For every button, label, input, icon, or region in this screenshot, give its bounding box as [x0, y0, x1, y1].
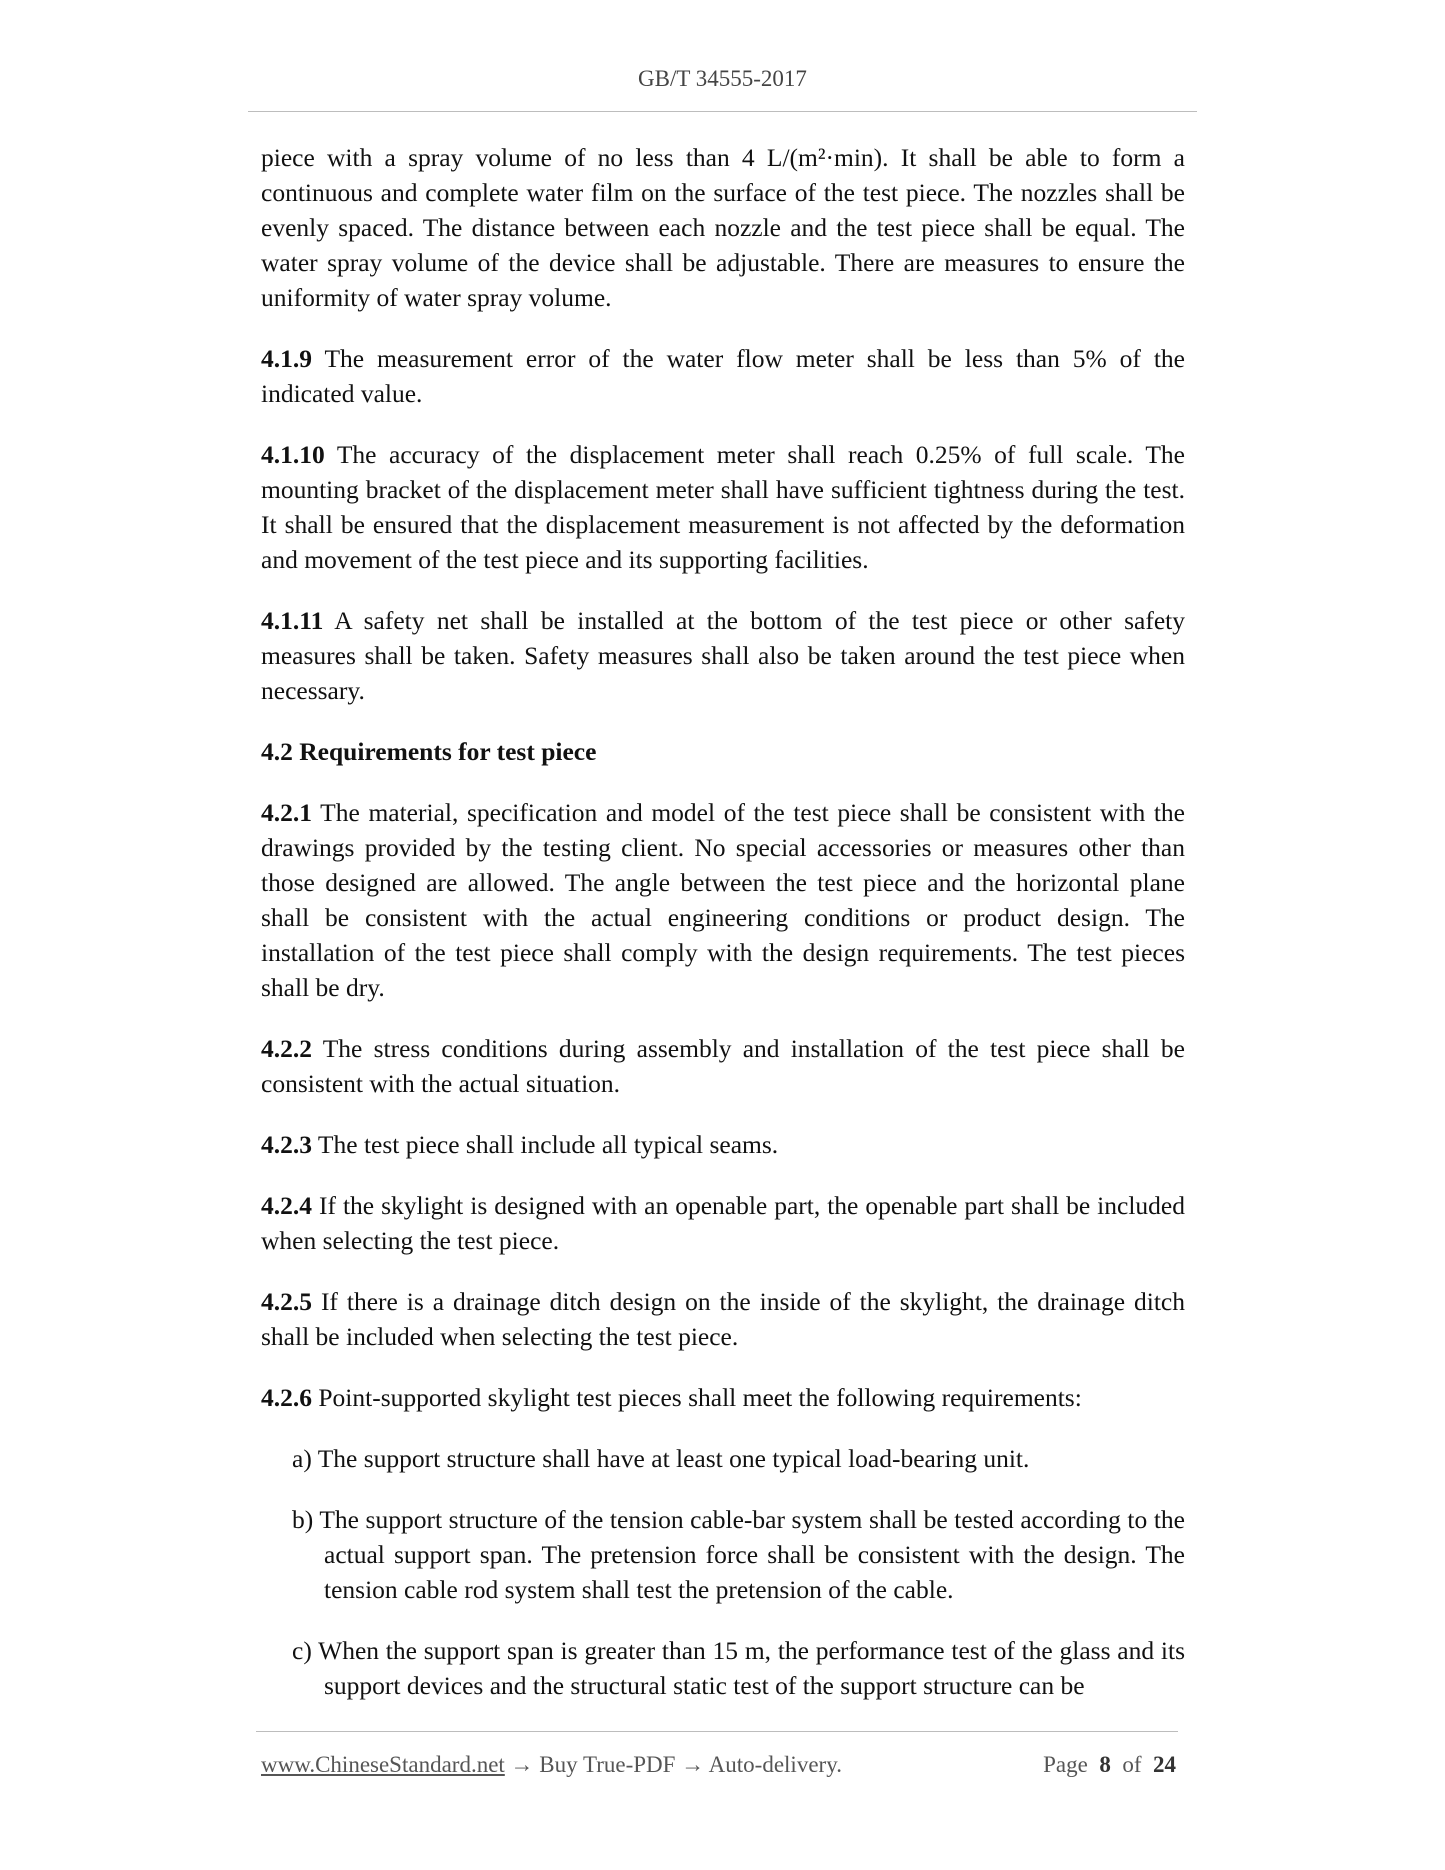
page-number: 8: [1099, 1752, 1111, 1777]
clause-number: 4.2.4: [261, 1191, 312, 1220]
clause-text: If the skylight is designed with an openable part, the openable part shall be included when selecting the test piece.: [261, 1191, 1185, 1255]
clause-number: 4.1.9: [261, 344, 312, 373]
clause-number: 4.2.1: [261, 798, 312, 827]
clause-4-1-11: [261, 603, 1185, 708]
clause-text: A safety net shall be installed at the bottom of the test piece or other safety measures shall be taken. Safety measures shall also be taken around the test piece when necessary.: [261, 606, 1185, 705]
clause-text: The stress conditions during assembly and installation of the test piece shall be consistent with the actual situation.: [261, 1034, 1185, 1098]
clause-number: 4.2.6: [261, 1383, 312, 1412]
page-counter: [1043, 1752, 1176, 1778]
clause-number: 4.2.3: [261, 1130, 312, 1159]
arrow-icon: →: [681, 1752, 705, 1777]
clause-number: 4.1.11: [261, 606, 324, 635]
page-total: 24: [1153, 1752, 1176, 1777]
list-item-a: a) The support structure shall have at least one typical load-bearing unit.: [292, 1444, 1030, 1473]
clause-text: The measurement error of the water flow meter shall be less than 5% of the indicated value.: [261, 344, 1185, 408]
clause-text: The test piece shall include all typical seams.: [317, 1130, 779, 1159]
clause-4-2-3: [261, 1127, 1185, 1162]
clause-number: 4.2.2: [261, 1034, 312, 1063]
list-item-b: b) The support structure of the tension cable-bar system shall be tested according to the actual support span. The pretension force shall be consistent with the design. The tension cable rod system shall test the pretension of the cable.: [292, 1505, 1185, 1604]
clause-number: 4.1.10: [261, 440, 325, 469]
website-link[interactable]: www.ChineseStandard.net: [261, 1752, 505, 1777]
auto-delivery-text: Auto-delivery.: [708, 1752, 842, 1777]
clause-4-2-2: [261, 1031, 1185, 1101]
page-label: Page: [1043, 1752, 1088, 1777]
clause-4-1-10: [261, 437, 1185, 577]
document-body: [261, 140, 1185, 1729]
list-item-c: c) When the support span is greater than 15 m, the performance test of the glass and its support devices and the structural static test of the support structure can be: [292, 1636, 1185, 1700]
page-header: [0, 66, 1445, 92]
document-code: GB/T 34555-2017: [638, 66, 807, 91]
clause-number: 4.2.5: [261, 1287, 312, 1316]
of-label: of: [1122, 1752, 1142, 1777]
header-divider: [248, 111, 1197, 112]
clause-4-2-5: [261, 1284, 1185, 1354]
clause-text: The material, specification and model of the test piece shall be consistent with the drawings provided by the testing client. No special accessories or measures other than those designed are allowed. The angle between the test piece and the horizontal plane shall be consistent with the actual engineering conditions or product design. The installation of the test piece shall comply with the design requirements. The test pieces shall be dry.: [261, 798, 1185, 1002]
clause-4-2-4: [261, 1188, 1185, 1258]
clause-text: Point-supported skylight test pieces shall meet the following requirements:: [318, 1383, 1082, 1412]
clause-text: If there is a drainage ditch design on the inside of the skylight, the drainage ditch shall be included when selecting the test piece.: [261, 1287, 1185, 1351]
buy-true-pdf-text: Buy True-PDF: [539, 1752, 676, 1777]
paragraph-continuation: piece with a spray volume of no less than 4 L/(m²·min). It shall be able to form a continuous and complete water film on the surface of the test piece. The nozzles shall be evenly spaced. The distance between each nozzle and the test piece shall be equal. The water spray volume of the device shall be adjustable. There are measures to ensure the uniformity of water spray volume.: [261, 143, 1185, 312]
clause-4-2-1: [261, 795, 1185, 1005]
arrow-icon: →: [510, 1752, 534, 1777]
clause-4-2-6: [261, 1380, 1185, 1415]
footer-divider: [256, 1731, 1178, 1732]
section-heading-4-2: 4.2 Requirements for test piece: [261, 737, 597, 766]
footer-promo: [261, 1752, 842, 1778]
clause-4-1-9: [261, 341, 1185, 411]
clause-text: The accuracy of the displacement meter shall reach 0.25% of full scale. The mounting bracket of the displacement meter shall have sufficient tightness during the test. It shall be ensured that the displacement measurement is not affected by the deformation and movement of the test piece and its supporting facilities.: [261, 440, 1185, 574]
